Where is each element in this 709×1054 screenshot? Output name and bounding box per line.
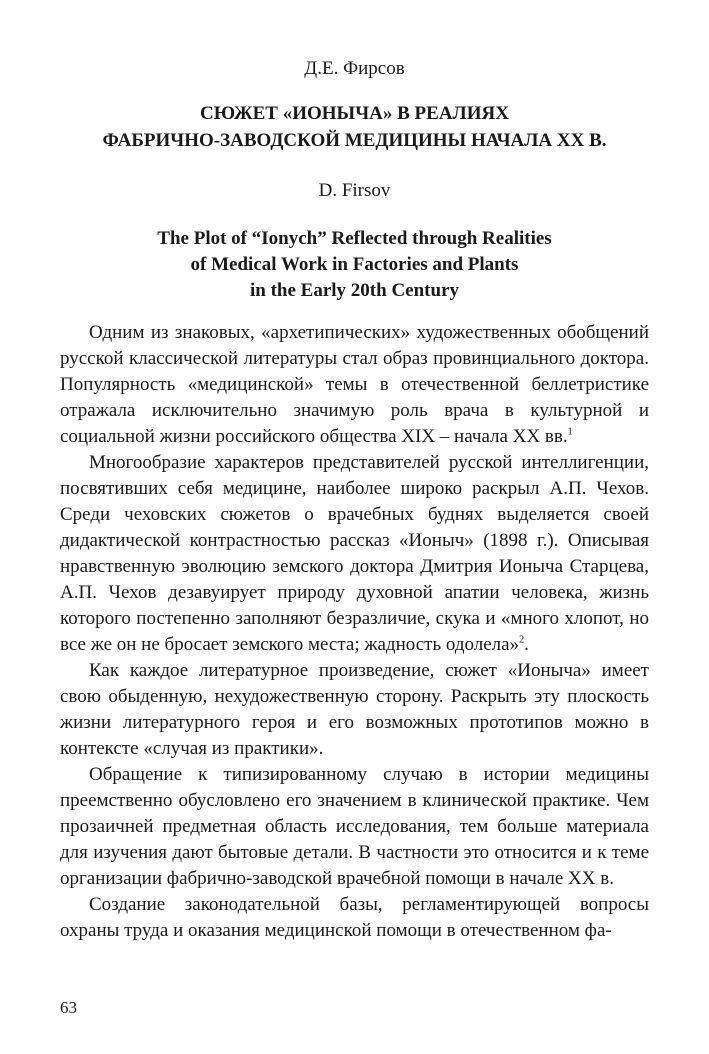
paragraph [60, 658, 649, 762]
title-english-line: in the Early 20th Century [250, 280, 459, 301]
paragraph-text: Как каждое литературное произведение, сюжет «Ионыча» имеет свою обыденную, нехудожественную сторону. Раскрыть эту плоскость жизни литературного героя и его возможных прототипов можно в контексте «случая из практики». [60, 660, 649, 759]
page-number: 63 [60, 998, 77, 1017]
title-english-line: of Medical Work in Factories and Plants [190, 254, 519, 275]
title-russian [40, 100, 669, 154]
title-russian-line: СЮЖЕТ «ИОНЫЧА» В РЕАЛИЯХ [200, 103, 509, 124]
author-russian: Д.Е. Фирсов [304, 58, 405, 79]
title-russian-line: ФАБРИЧНО-ЗАВОДСКОЙ МЕДИЦИНЫ НАЧАЛА XX В. [102, 130, 607, 151]
footnote-ref[interactable]: 1 [567, 426, 573, 438]
paragraph [60, 892, 649, 944]
title-english-line: The Plot of “Ionych” Reflected through Realities [157, 228, 552, 249]
title-english [40, 226, 669, 304]
paragraph [60, 762, 649, 892]
paragraph-tail: . [524, 634, 529, 655]
footnote-ref[interactable]: 2 [519, 634, 525, 646]
paragraph-text: Многообразие характеров представителей русской интеллигенции, посвятивших себя медицине, наиболее широко раскрыл А.П. Чехов. Среди чеховских сюжетов о врачебных буднях выделяется своей дидактической контрастностью рассказ «Ионыч» (1898 г.). Описывая нравственную эволюцию земского доктора Дмитрия Ионыча Старцева, А.П. Чехов дезавуирует природу духовной апатии человека, жизнь которого постепенно заполняют безразличие, скука и «много хлопот, но все же он не бросает земского места; жадность одолела» [60, 452, 649, 655]
paragraph-text: Одним из знаковых, «архетипических» художественных обобщений русской классической литературы стал образ провинциального доктора. Популярность «медицинской» темы в отечественной беллетристике отражала исключительно значимую роль врача в культурной и социальной жизни российского общества XIX – начала XX вв. [60, 322, 649, 447]
paragraph-text: Создание законодательной базы, регламентирующей вопросы охраны труда и оказания медицинской помощи в отечественном фа- [60, 894, 649, 941]
paragraph-text: Обращение к типизированному случаю в истории медицины преемственно обусловлено его значением в клинической практике. Чем прозаичней предметная область исследования, тем больше материала для изучения дают бытовые детали. В частности это относится и к теме организации фабрично-заводской врачебной помощи в начале XX в. [60, 764, 649, 889]
article-body [60, 320, 649, 944]
paragraph [60, 450, 649, 658]
author-english: D. Firsov [318, 180, 391, 201]
paragraph [60, 320, 649, 450]
